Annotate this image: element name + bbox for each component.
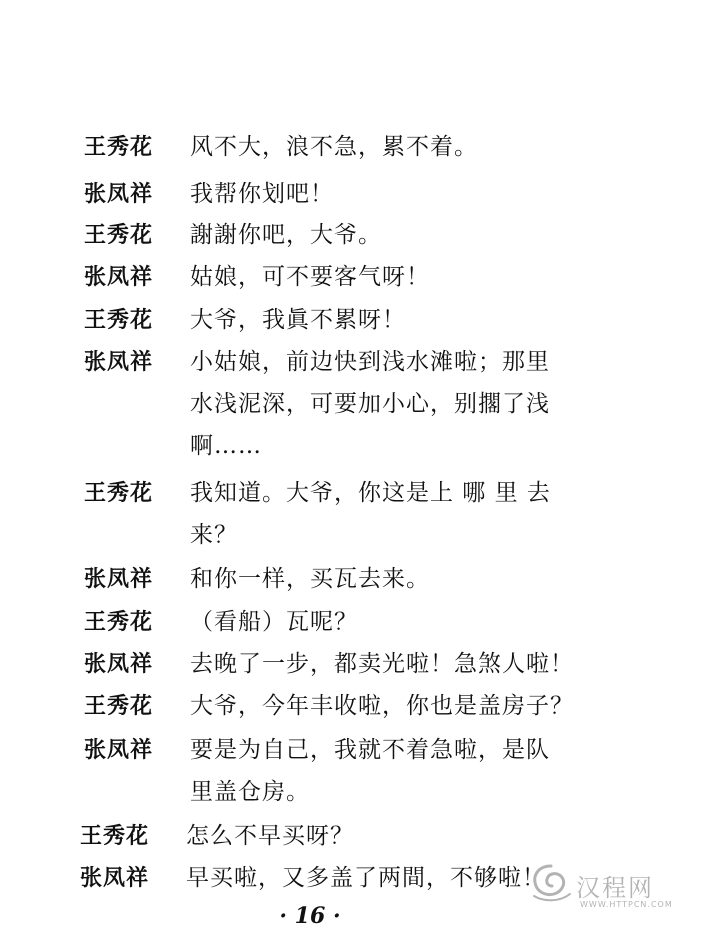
swirl-icon xyxy=(528,860,574,904)
dialogue-line xyxy=(84,603,358,636)
speaker-name: 张凤祥 xyxy=(84,652,154,677)
speech-text: （看船）瓦呢？ xyxy=(190,609,358,635)
speech-text: 大爷，今年丰收啦，你也是盖房子？ xyxy=(190,693,574,719)
dialogue-line xyxy=(80,817,354,850)
dialogue-line xyxy=(84,687,574,720)
speech-text: 早买啦，又多盖了两間，不够啦！ xyxy=(186,865,546,891)
speaker-name: 王秀花 xyxy=(84,694,154,719)
speech-text: 小姑娘，前边快到浅水滩啦；那里 xyxy=(190,349,550,375)
dialogue-line xyxy=(84,343,550,376)
speaker-name: 张凤祥 xyxy=(84,182,154,207)
speech-text: 风不大，浪不急，累不着。 xyxy=(190,134,478,160)
speech-text: 怎么不早买呀？ xyxy=(186,823,354,849)
watermark-name: 汉程网 xyxy=(576,874,654,902)
dialogue-line xyxy=(84,128,478,161)
speech-continuation: 水浅泥深，可要加小心，别擱了浅 xyxy=(190,391,550,417)
speech-text: 大爷，我眞不累呀！ xyxy=(190,307,406,333)
dialogue-line xyxy=(80,859,546,892)
speaker-name: 王秀花 xyxy=(84,223,154,248)
speech-text: 我知道。大爷，你这是上 哪 里 去 xyxy=(190,480,551,506)
dialogue-line xyxy=(84,474,551,507)
dialogue-line xyxy=(84,560,430,593)
dialogue-line xyxy=(84,731,550,764)
dialogue-line xyxy=(84,645,574,678)
speech-text: 要是为自己，我就不着急啦，是队 xyxy=(190,737,550,763)
speaker-name: 王秀花 xyxy=(84,308,154,333)
speaker-name: 王秀花 xyxy=(84,610,154,635)
speaker-name: 王秀花 xyxy=(84,481,154,506)
dialogue-line xyxy=(84,175,334,208)
speaker-name: 王秀花 xyxy=(84,135,154,160)
speaker-name: 张凤祥 xyxy=(84,350,154,375)
speech-continuation: 来？ xyxy=(190,522,238,548)
speech-text: 去晚了一步，都卖光啦！急煞人啦！ xyxy=(190,651,574,677)
dialogue-line xyxy=(84,258,430,291)
speaker-name: 王秀花 xyxy=(80,824,150,849)
dialogue-line xyxy=(84,301,406,334)
dialogue-line xyxy=(84,216,382,249)
speech-text: 和你一样，买瓦去来。 xyxy=(190,566,430,592)
speaker-name: 张凤祥 xyxy=(80,866,150,891)
speaker-name: 张凤祥 xyxy=(84,567,154,592)
speech-text: 姑娘，可不要客气呀！ xyxy=(190,264,430,290)
watermark-logo xyxy=(528,860,698,920)
speaker-name: 张凤祥 xyxy=(84,738,154,763)
page-number: · 16 · xyxy=(279,903,341,929)
watermark-url: WWW.HTTPCN.COM xyxy=(580,900,673,909)
speech-continuation: 里盖仓房。 xyxy=(190,779,310,805)
speech-text: 謝謝你吧，大爷。 xyxy=(190,222,382,248)
speaker-name: 张凤祥 xyxy=(84,265,154,290)
speech-text: 我帮你划吧！ xyxy=(190,181,334,207)
speech-continuation: 啊…… xyxy=(190,433,262,459)
